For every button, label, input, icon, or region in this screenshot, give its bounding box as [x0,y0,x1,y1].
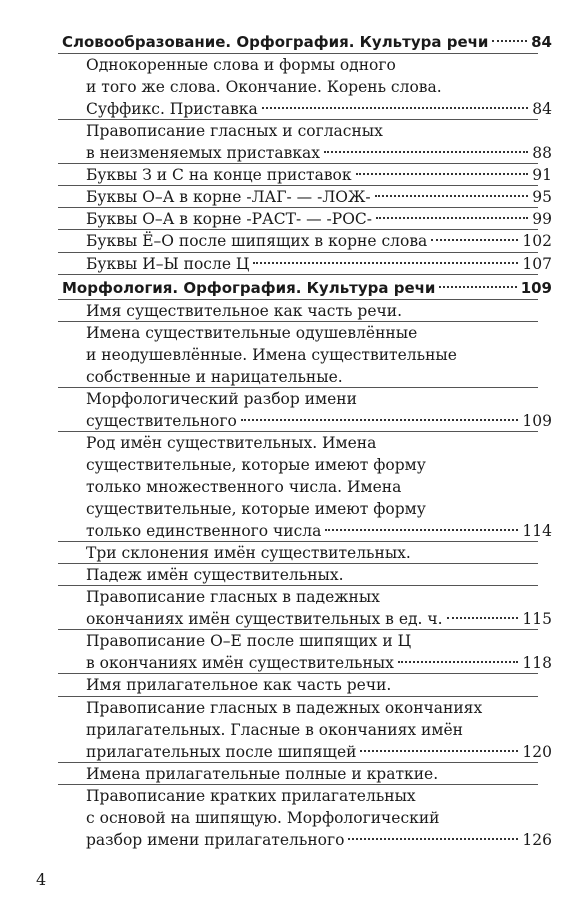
entry-page: 91 [532,166,552,185]
entry-text: Буквы И–Ы после Ц [86,254,250,273]
leader-dots [492,40,527,42]
entry-page: 95 [532,188,552,207]
section-heading [62,31,552,53]
entry-page: 99 [532,210,552,229]
toc-entry-line: существительные, которые имеют форму [86,455,426,474]
toc-entry-line: Имя прилагательное как часть речи. [86,676,392,695]
entry-page: 109 [522,411,552,430]
toc-entry-line: Правописание гласных в падежных окончаниях [86,698,483,717]
entry-page: 115 [522,610,552,629]
toc-entry-line [86,741,552,763]
entry-text: Буквы З и С на конце приставок [86,166,352,185]
leader-dots [360,750,518,752]
section-heading [62,277,552,299]
leader-dots [376,217,528,219]
entry-text: существительного [86,411,237,430]
toc-entry-line [86,164,552,186]
section-title: Словообразование. Орфография. Культура речи [62,33,489,51]
entry-text: только единственного числа [86,522,322,541]
leader-dots [262,107,529,109]
entry-text: окончаниях имён существительных в ед. ч. [86,610,443,629]
toc-entry-line: Морфологический разбор имени [86,389,357,408]
toc-entry-line: Имена прилагательные полные и краткие. [86,764,439,783]
entry-page: 88 [532,144,552,163]
toc-entry-line: Правописание гласных в падежных [86,588,380,607]
toc-entry-line [86,230,552,252]
toc-entry-line: Имя существительное как часть речи. [86,301,403,320]
entry-page: 126 [522,830,552,849]
leader-dots [398,661,519,663]
entry-page: 107 [522,254,552,273]
toc-entry-line: существительные, которые имеют форму [86,500,426,519]
leader-dots [356,173,529,175]
toc-entry-line [86,410,552,432]
entry-text: Буквы О–А в корне -ЛАГ- — -ЛОЖ- [86,188,371,207]
page-number: 4 [36,870,47,889]
toc-entry-line: Падеж имён существительных. [86,566,344,585]
section-title: Морфология. Орфография. Культура речи [62,278,436,297]
entry-page: 120 [522,742,552,761]
toc-entry-line: Правописание гласных и согласных [86,122,383,141]
toc-entry-line [86,608,552,630]
entry-text: прилагательных после шипящей [86,742,357,761]
toc-entry-line [86,98,552,120]
leader-dots [447,617,519,619]
leader-dots [324,151,528,153]
entry-text: разбор имени прилагательного [86,830,345,849]
toc-entry-line: Род имён существительных. Имена [86,433,377,452]
entry-text: Буквы Ё–О после шипящих в корне слова [86,232,428,251]
toc-entry-line: только множественного числа. Имена [86,478,402,496]
section-page: 109 [520,278,552,297]
toc-entry-line [86,186,552,208]
toc-entry-line: и неодушевлённые. Имена существительные [86,345,457,364]
entry-page: 102 [522,232,552,251]
entry-page: 118 [522,654,552,673]
toc-entry-line [86,520,552,542]
toc-entry-line: Правописание О–Е после шипящих и Ц [86,632,412,651]
toc-entry-line [86,829,552,851]
toc-entry-line [86,142,552,164]
entry-page: 114 [522,522,552,541]
toc-entry-line: собственные и нарицательные. [86,367,343,386]
leader-dots [253,262,518,264]
leader-dots [439,286,516,288]
toc-entry-line: с основой на шипящую. Морфологический [86,808,440,827]
toc-entry-line: Имена существительные одушевлённые [86,323,418,342]
leader-dots [241,419,519,421]
section-divider [58,274,538,275]
entry-text: в окончаниях имён существительных [86,654,394,673]
toc-entry-line [86,652,552,674]
leader-dots [348,838,518,840]
toc-entry-line: и того же слова. Окончание. Корень слова. [86,78,442,97]
section-page: 84 [531,33,552,51]
toc-entry-line [86,208,552,230]
leader-dots [325,529,518,531]
entry-text: Буквы О–А в корне -РАСТ- — -РОС- [86,210,373,229]
toc-entry-line: Однокоренные слова и формы одного [86,56,396,75]
leader-dots [375,195,529,197]
entry-page: 84 [532,100,552,119]
toc-entry-line: Правописание кратких прилагательных [86,786,416,805]
entry-text: Суффикс. Приставка [86,100,258,119]
toc-entry-line: прилагательных. Гласные в окончаниях имён [86,720,463,739]
toc-entry-line [86,253,552,275]
entry-text: в неизменяемых приставках [86,144,320,163]
leader-dots [431,239,518,241]
toc-entry-line: Три склонения имён существительных. [86,544,411,563]
